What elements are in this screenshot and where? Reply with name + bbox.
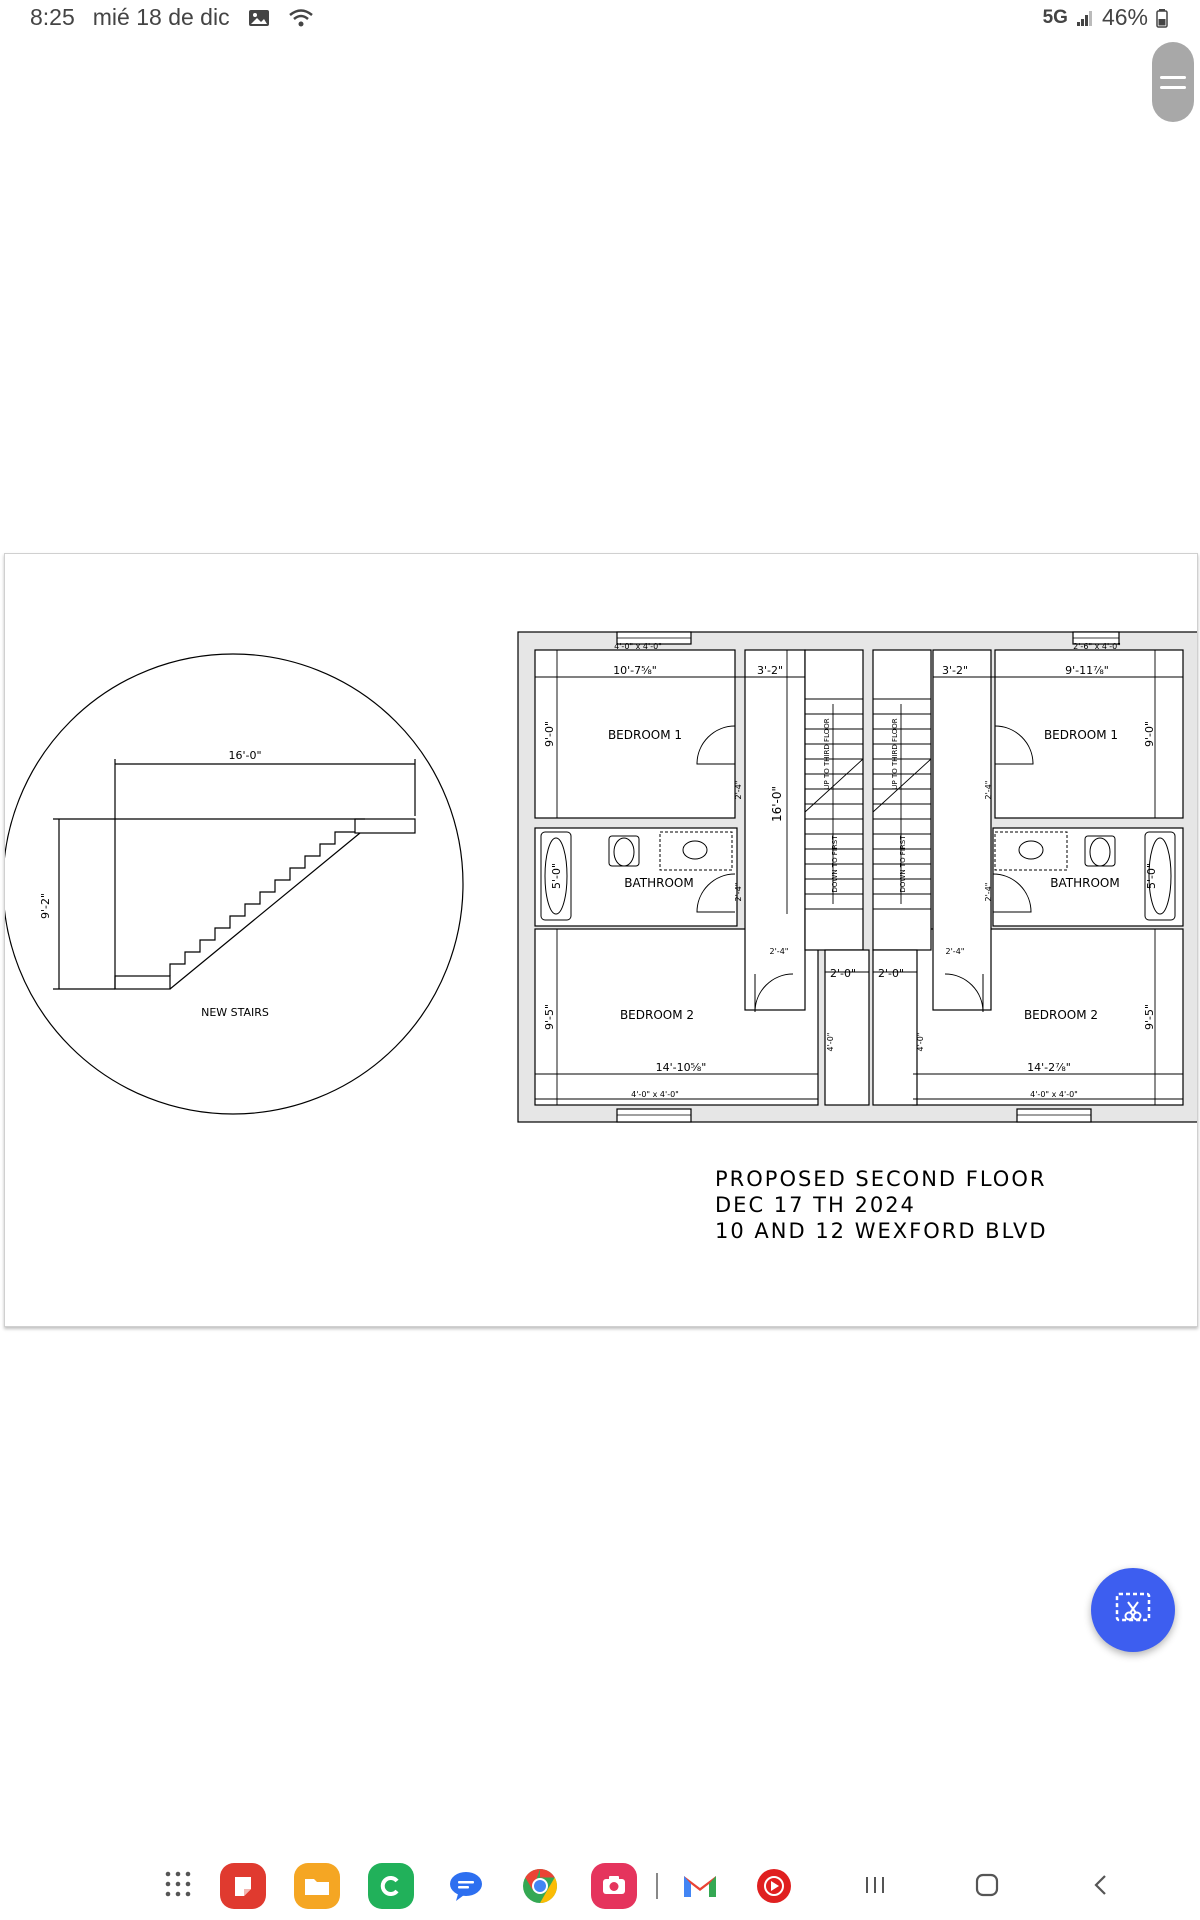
app-grid-icon — [164, 1870, 192, 1903]
right-stair-up-label: UP TO THIRD FLOOR — [891, 718, 899, 790]
c-app-icon[interactable] — [368, 1863, 414, 1909]
battery-percent: 46% — [1101, 4, 1148, 30]
notes-app-icon[interactable] — [220, 1863, 266, 1909]
right-door-c-dim: 2'-4" — [945, 947, 965, 956]
stairs-detail — [5, 654, 463, 1114]
scroll-handle[interactable] — [1152, 42, 1194, 122]
left-door-c-dim: 2'-4" — [769, 947, 789, 956]
home-button[interactable] — [967, 1867, 1007, 1907]
right-stair-down-label: DOWN TO FIRST — [899, 835, 907, 893]
left-bedroom1-width-dim: 10'-7⅝" — [613, 664, 657, 677]
left-bedroom1-window-dim: 4'-0" x 4'-0" — [614, 642, 662, 651]
home-icon — [974, 1872, 1000, 1903]
stairs-caption: NEW STAIRS — [201, 1006, 269, 1019]
screenshot-crop-button[interactable] — [1091, 1568, 1175, 1652]
left-stair-length-dim: 16'-0" — [770, 785, 784, 823]
stairs-rise-dim: 9'-2" — [39, 892, 52, 920]
right-door-b-dim: 2'-4" — [984, 882, 993, 902]
battery-icon — [1156, 8, 1168, 28]
right-bedroom1-depth-dim: 9'-0" — [1143, 720, 1156, 748]
camera-app-icon[interactable] — [591, 1863, 637, 1909]
right-tub-dim: 5'-0" — [1145, 862, 1158, 890]
right-bedroom2-window-dim: 4'-0" x 4'-0" — [1030, 1090, 1078, 1099]
left-closet-depth-dim: 4'-0" — [826, 1032, 835, 1052]
right-closet-width-dim: 2'-0" — [877, 967, 905, 980]
back-button[interactable] — [1081, 1867, 1121, 1907]
right-bedroom2-depth-dim: 9'-5" — [1143, 1003, 1156, 1031]
my-files-app-icon[interactable] — [294, 1863, 340, 1909]
left-stair-down-label: DOWN TO FIRST — [831, 835, 839, 893]
left-bedroom1-label: BEDROOM 1 — [607, 728, 683, 742]
recents-icon — [863, 1873, 887, 1902]
right-bedroom1-width-dim: 9'-11⅞" — [1065, 664, 1109, 677]
left-bedroom2-label: BEDROOM 2 — [619, 1008, 695, 1022]
left-bedroom2-window-dim: 4'-0" x 4'-0" — [631, 1090, 679, 1099]
taskbar — [0, 1855, 1200, 1915]
gmail-app-icon[interactable] — [677, 1863, 723, 1909]
left-hall-width-dim: 3'-2" — [756, 664, 784, 677]
network-type: 5G — [1042, 6, 1068, 28]
messages-app-icon[interactable] — [443, 1863, 489, 1909]
title-line-3: 10 AND 12 WEXFORD BLVD — [715, 1219, 1048, 1243]
right-bathroom-label: BATHROOM — [1050, 876, 1120, 890]
right-bedroom1-window-dim: 2'-6" x 4'-0" — [1073, 642, 1121, 651]
back-icon — [1089, 1873, 1113, 1902]
gallery-icon — [248, 8, 270, 28]
title-line-1: PROPOSED SECOND FLOOR — [715, 1167, 1047, 1191]
left-bedroom1-depth-dim: 9'-0" — [543, 720, 556, 748]
youtube-music-app-icon[interactable] — [751, 1863, 797, 1909]
status-time: 8:25 — [30, 4, 75, 30]
recents-button[interactable] — [855, 1867, 895, 1907]
right-bedroom1-label: BEDROOM 1 — [1043, 728, 1119, 742]
right-bedroom2-label: BEDROOM 2 — [1023, 1008, 1099, 1022]
chrome-app-icon[interactable] — [517, 1863, 563, 1909]
status-bar — [0, 0, 1200, 36]
left-bedroom2-depth-dim: 9'-5" — [543, 1003, 556, 1031]
signal-icon — [1076, 9, 1094, 27]
left-door-a-dim: 2'-4" — [734, 780, 743, 800]
right-door-a-dim: 2'-4" — [984, 780, 993, 800]
screenshot-crop-icon — [1113, 1588, 1153, 1633]
drawing-title-block — [715, 1166, 1048, 1244]
left-bedroom2-width-dim: 14'-10⅝" — [655, 1061, 707, 1074]
title-line-2: DEC 17 TH 2024 — [715, 1193, 916, 1217]
right-hall-width-dim: 3'-2" — [941, 664, 969, 677]
stairs-run-dim: 16'-0" — [228, 749, 262, 762]
left-door-b-dim: 2'-4" — [734, 882, 743, 902]
app-drawer-button[interactable] — [155, 1863, 201, 1909]
dock-divider — [656, 1873, 658, 1899]
wifi-icon — [288, 8, 314, 28]
right-bedroom2-width-dim: 14'-2⅞" — [1027, 1061, 1071, 1074]
left-closet-width-dim: 2'-0" — [829, 967, 857, 980]
left-bathroom-label: BATHROOM — [624, 876, 694, 890]
left-tub-dim: 5'-0" — [550, 862, 563, 890]
status-date: mié 18 de dic — [92, 4, 230, 30]
left-stair-up-label: UP TO THIRD FLOOR — [823, 718, 831, 790]
right-closet-depth-dim: 4'-0" — [916, 1032, 925, 1052]
document-page — [4, 553, 1198, 1327]
